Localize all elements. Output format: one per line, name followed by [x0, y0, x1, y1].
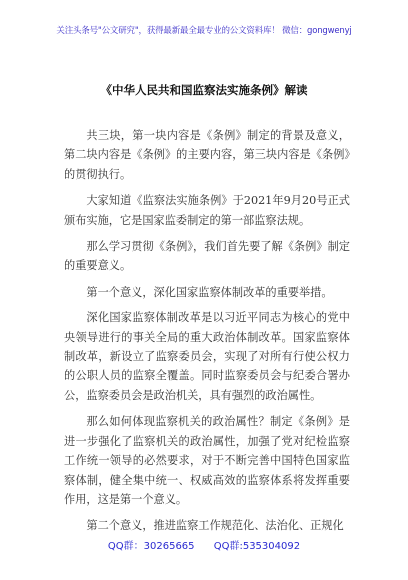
footer-qq-group-1: QQ群：30265665: [107, 541, 195, 552]
document-title: 《中华人民共和国监察法实施条例》解读: [100, 83, 308, 97]
footer-contacts: [0, 537, 408, 552]
paragraph-intro: 共三块，第一块内容是《条例》制定的背景及意义，第二块内容是《条例》的主要内容，第三块内容是《条例》的贯彻执行。: [64, 129, 350, 181]
paragraph-background: 大家知道《监察法实施条例》于2021年9月20号正式颁布实施，它是国家监委制定的第一部监察法规。: [64, 194, 350, 227]
paragraph-significance: 那么学习贯彻《条例》，我们首先要了解《条例》制定的重要意义。: [64, 240, 350, 273]
paragraph-first-significance: 第一个意义，深化国家监察体制改革的重要举措。: [86, 285, 333, 299]
document-body: [64, 126, 350, 543]
footer-qq-group-2: QQ群:535304092: [213, 541, 301, 552]
paragraph-political-attribute: 那么如何体现监察机关的政治属性？制定《条例》是进一步强化了监察机关的政治属性，加强了党对纪检监察工作统一领导的必然要求，对于不断完善中国特色国家监察体制，健全集中统一、权威高效的监察体系将发挥重要作用，这是第一个意义。: [64, 415, 350, 506]
paragraph-reform: 深化国家监察体制改革是以习近平同志为核心的党中央领导进行的事关全局的重大政治体制改革。国家监察体制改革，新设立了监察委员会，实现了对所有行使公权力的公职人员的监察全覆盖。同时监察委员会与纪委合署办公，监察委员会是政治机关，具有强烈的政治属性。: [64, 311, 350, 402]
promo-banner: 关注头条号"公文研究"，获得最新最全最专业的公文资料库！ 微信：gongwenyj: [56, 26, 352, 36]
paragraph-second-significance: 第二个意义，推进监察工作规范化、法治化、正规化: [86, 519, 344, 533]
